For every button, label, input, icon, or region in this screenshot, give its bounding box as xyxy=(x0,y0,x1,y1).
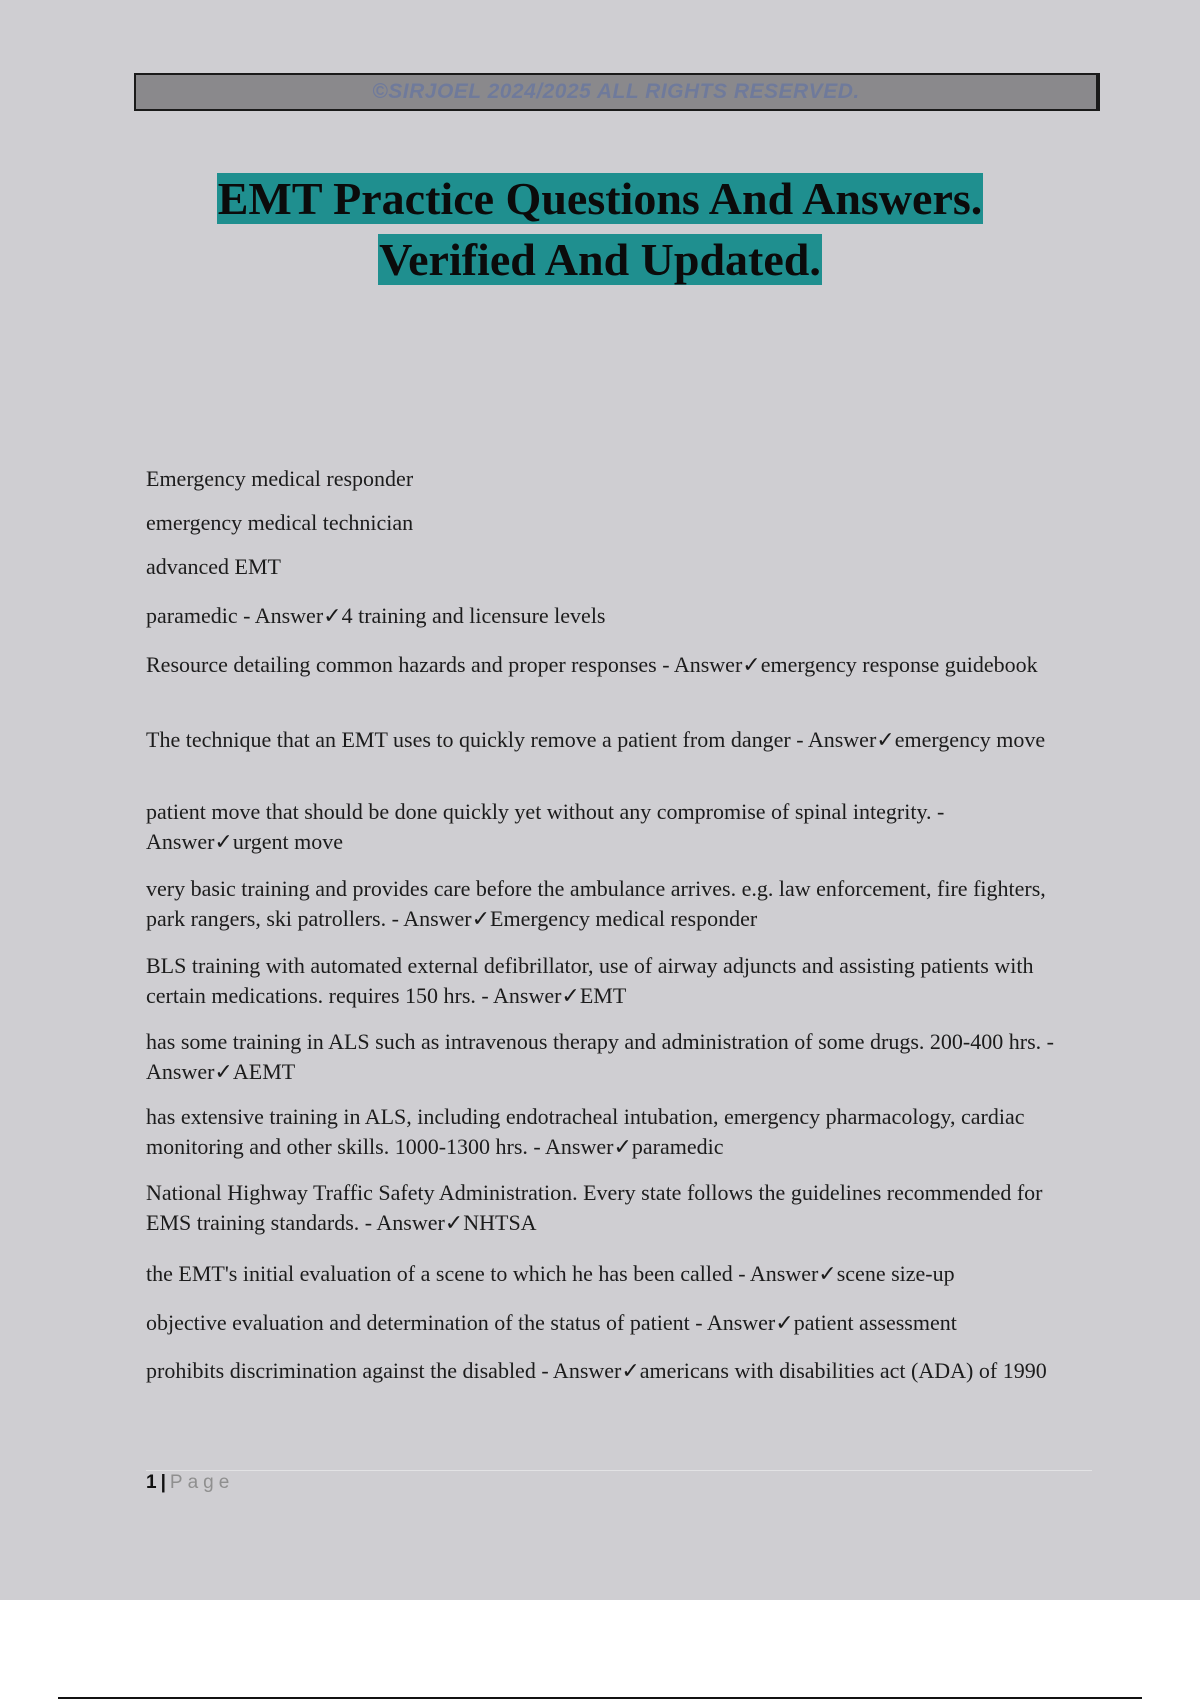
qa-entry: The technique that an EMT uses to quickly remove a patient from danger - Answer✓emergency move xyxy=(146,727,1046,752)
qa-entry: Resource detailing common hazards and proper responses - Answer✓emergency response guidebook xyxy=(146,652,1038,677)
qa-entry: prohibits discrimination against the disabled - Answer✓americans with disabilities act (ADA) of 1990 xyxy=(146,1358,1047,1383)
qa-entry: paramedic - Answer✓4 training and licensure levels xyxy=(146,603,606,628)
footer-divider xyxy=(146,1470,1092,1471)
qa-entry: Emergency medical responder xyxy=(146,466,414,491)
qa-entry: patient move that should be done quickly yet without any compromise of spinal integrity. - Answer✓urgent move xyxy=(146,799,945,854)
page-footer xyxy=(146,1472,234,1494)
qa-entry: National Highway Traffic Safety Administration. Every state follows the guidelines recommended for EMS training standards. - Answer✓NHTSA xyxy=(146,1180,1043,1235)
qa-entry: objective evaluation and determination of the status of patient - Answer✓patient assessment xyxy=(146,1310,957,1335)
title-line-1: EMT Practice Questions And Answers. xyxy=(217,173,983,224)
title-line-2: Verified And Updated. xyxy=(379,234,821,285)
document-title xyxy=(0,168,1200,290)
page-separator: | xyxy=(160,1472,166,1493)
qa-entry: BLS training with automated external defibrillator, use of airway adjuncts and assisting patients with certain medications. requires 150 hrs. - Answer✓EMT xyxy=(146,953,1034,1008)
copyright-banner xyxy=(134,73,1100,111)
bottom-divider xyxy=(58,1697,1142,1699)
page-number: 1 xyxy=(146,1472,157,1493)
page-label: Page xyxy=(169,1472,235,1493)
qa-entry: has some training in ALS such as intravenous therapy and administration of some drugs. 200-400 hrs. - Answer✓AEMT xyxy=(146,1029,1054,1084)
qa-entry: very basic training and provides care before the ambulance arrives. e.g. law enforcement, fire fighters, park rangers, ski patrollers. - Answer✓Emergency medical responder xyxy=(146,876,1046,931)
qa-entry: advanced EMT xyxy=(146,554,281,579)
watermark-text: ©SIRJOEL 2024/2025 ALL RIGHTS RESERVED. xyxy=(372,80,860,103)
qa-entry: emergency medical technician xyxy=(146,510,414,535)
qa-entry: has extensive training in ALS, including endotracheal intubation, emergency pharmacology, cardiac monitoring and other skills. 1000-1300 hrs. - Answer✓paramedic xyxy=(146,1104,1025,1159)
qa-entry: the EMT's initial evaluation of a scene to which he has been called - Answer✓scene size-up xyxy=(146,1261,955,1286)
